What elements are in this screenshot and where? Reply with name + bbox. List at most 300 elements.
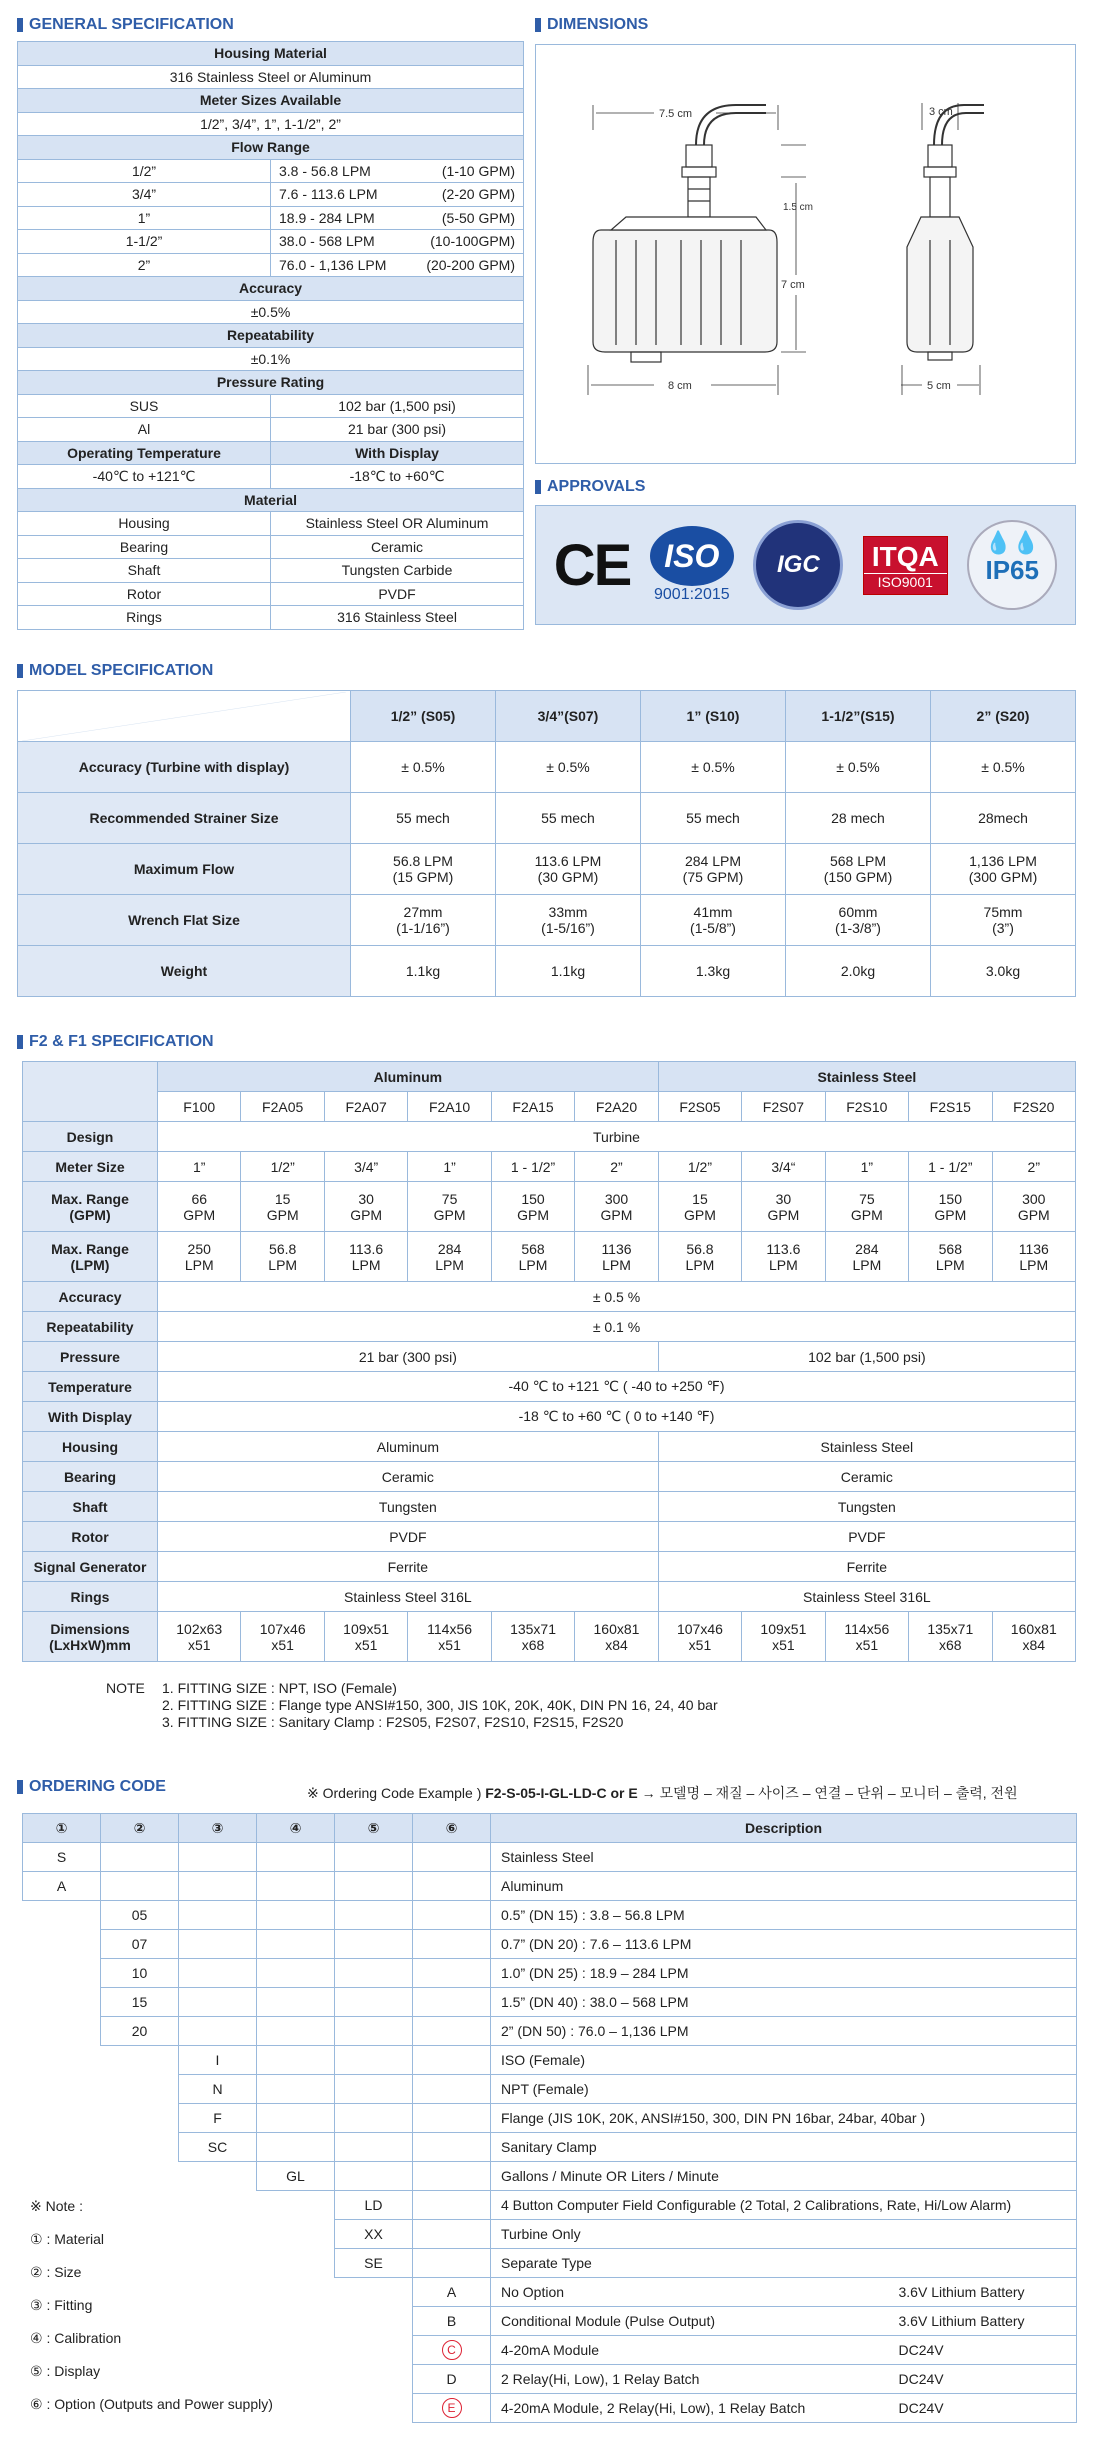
ordering-header-row bbox=[23, 1814, 1077, 1843]
model-cell bbox=[351, 895, 496, 946]
flow-size: 2” bbox=[18, 253, 271, 277]
ordering-code: B bbox=[413, 2307, 491, 2336]
note-label: NOTE bbox=[106, 1680, 145, 1696]
legend-title: ※ Note : bbox=[30, 2198, 83, 2214]
ordering-empty bbox=[257, 1872, 335, 1901]
material-part: Rotor bbox=[18, 582, 271, 606]
ordering-empty bbox=[179, 2162, 257, 2191]
dim-width-bottom: 8 cm bbox=[668, 380, 692, 392]
max-range-gpm-cell bbox=[408, 1182, 491, 1232]
with-display-value: -18 ℃ to +60 ℃ ( 0 to +140 ℉) bbox=[158, 1402, 1076, 1432]
flow-range-row bbox=[18, 183, 524, 207]
ordering-code-circled: E bbox=[442, 2398, 462, 2418]
model-cell bbox=[786, 742, 931, 793]
ordering-empty bbox=[179, 2307, 257, 2336]
ordering-empty bbox=[413, 2191, 491, 2220]
ordering-row bbox=[23, 1988, 1077, 2017]
max-range-lpm-cell bbox=[324, 1232, 407, 1282]
ordering-row bbox=[23, 1959, 1077, 1988]
ordering-empty bbox=[413, 1988, 491, 2017]
model-col-header: 1/2” (S05) bbox=[351, 691, 496, 742]
max-range-gpm-unit: GPM bbox=[433, 1206, 466, 1223]
meter-size-label: Meter Size bbox=[23, 1152, 158, 1182]
max-range-lpm-value: 568 bbox=[521, 1240, 545, 1257]
flow-values-wrap bbox=[275, 257, 519, 273]
ordering-code: 10 bbox=[101, 1959, 179, 1988]
ordering-empty bbox=[335, 1843, 413, 1872]
flow-range-row bbox=[18, 159, 524, 183]
model-cell bbox=[641, 742, 786, 793]
model-cell-value: 33mm bbox=[548, 904, 588, 920]
ordering-empty bbox=[335, 1959, 413, 1988]
ce-logo: CE bbox=[553, 532, 631, 598]
iso-globe-icon: ISO bbox=[650, 526, 734, 586]
f2-spec-table bbox=[22, 1061, 1076, 1662]
flow-values bbox=[271, 183, 524, 207]
model-cell-sub: (1-5/16”) bbox=[541, 920, 595, 936]
rotor-row bbox=[23, 1522, 1076, 1552]
model-col-header: 1” (S10) bbox=[641, 691, 786, 742]
f2-model-code: F2S05 bbox=[658, 1092, 741, 1122]
model-cell-value: 1.1kg bbox=[405, 963, 441, 979]
ordering-row bbox=[23, 2278, 1077, 2307]
max-range-lpm-value: 113.6 bbox=[766, 1240, 801, 1257]
ordering-desc: Aluminum bbox=[491, 1872, 1077, 1901]
legend-text: : Size bbox=[42, 2264, 82, 2280]
ordering-code-circled: C bbox=[442, 2340, 462, 2360]
max-range-gpm-cell bbox=[324, 1182, 407, 1232]
model-cell-value: 75mm bbox=[983, 904, 1023, 920]
max-range-gpm-label bbox=[23, 1182, 158, 1232]
ordering-code: S bbox=[23, 1843, 101, 1872]
material-part: Housing bbox=[18, 512, 271, 536]
flow-values-wrap bbox=[275, 163, 519, 179]
ordering-code: SC bbox=[179, 2133, 257, 2162]
max-range-gpm-value: 150 bbox=[938, 1190, 962, 1207]
max-range-gpm-label-line1: Max. Range bbox=[51, 1190, 129, 1207]
dim-height-body: 7 cm bbox=[781, 279, 805, 291]
ordering-empty bbox=[257, 2220, 335, 2249]
f2-model-code: F2A15 bbox=[491, 1092, 574, 1122]
op-temp-value: -40℃ to +121℃ bbox=[18, 465, 271, 489]
model-row-label: Weight bbox=[18, 946, 351, 997]
ordering-empty bbox=[179, 2365, 257, 2394]
material-row bbox=[18, 559, 524, 583]
flow-lpm: 18.9 - 284 LPM bbox=[279, 209, 375, 226]
ordering-code bbox=[413, 2336, 491, 2365]
ordering-empty bbox=[179, 1930, 257, 1959]
meter-dimension-diagram bbox=[536, 45, 1077, 465]
ordering-power: DC24V bbox=[889, 2365, 1077, 2394]
ordering-empty bbox=[257, 2075, 335, 2104]
with-display-value: -18℃ to +60℃ bbox=[271, 465, 524, 489]
ordering-desc: 4-20mA Module bbox=[491, 2336, 889, 2365]
ordering-empty bbox=[335, 1930, 413, 1959]
accuracy-header: Accuracy bbox=[18, 277, 524, 301]
model-cell bbox=[351, 742, 496, 793]
accuracy-label: Accuracy bbox=[23, 1282, 158, 1312]
ordering-empty bbox=[101, 2278, 179, 2307]
ordering-empty bbox=[23, 1930, 101, 1959]
signal-generator-label: Signal Generator bbox=[23, 1552, 158, 1582]
max-range-lpm-row bbox=[23, 1232, 1076, 1282]
model-row-label: Accuracy (Turbine with display) bbox=[18, 742, 351, 793]
ordering-power: 3.6V Lithium Battery bbox=[889, 2278, 1077, 2307]
ordering-empty bbox=[179, 2249, 257, 2278]
f2-group-aluminum: Aluminum bbox=[158, 1062, 659, 1092]
ordering-empty bbox=[179, 2278, 257, 2307]
meter-size-cell: 1/2” bbox=[658, 1152, 741, 1182]
dimensions-w: x51 bbox=[187, 1636, 211, 1653]
meter-sizes-value-row bbox=[18, 112, 524, 136]
model-cell-sub: (30 GPM) bbox=[537, 869, 599, 885]
flow-range-row bbox=[18, 206, 524, 230]
ordering-desc: 4 Button Computer Field Configurable (2 Total, 2 Calibrations, Rate, Hi/Low Alarm) bbox=[491, 2191, 1077, 2220]
dimensions-row bbox=[23, 1612, 1076, 1662]
ordering-empty bbox=[23, 1988, 101, 2017]
bearing-label: Bearing bbox=[23, 1462, 158, 1492]
max-range-lpm-unit: LPM bbox=[351, 1256, 381, 1273]
ip65-label: IP65 bbox=[985, 555, 1039, 585]
legend-text: : Option (Outputs and Power supply) bbox=[42, 2396, 273, 2412]
ordering-empty bbox=[101, 2075, 179, 2104]
model-cell bbox=[931, 742, 1076, 793]
max-range-gpm-cell bbox=[158, 1182, 241, 1232]
ordering-empty bbox=[101, 2220, 179, 2249]
flow-lpm: 3.8 - 56.8 LPM bbox=[279, 162, 371, 179]
legend-number: ⑥ bbox=[30, 2396, 43, 2412]
ordering-empty bbox=[413, 2220, 491, 2249]
model-row-label: Maximum Flow bbox=[18, 844, 351, 895]
ordering-empty bbox=[413, 1930, 491, 1959]
meter-sizes-value: 1/2”, 3/4”, 1”, 1-1/2”, 2” bbox=[18, 112, 524, 136]
flow-lpm: 7.6 - 113.6 LPM bbox=[279, 186, 378, 203]
model-spec-title: MODEL SPECIFICATION bbox=[17, 662, 213, 680]
model-cell bbox=[641, 844, 786, 895]
ordering-empty bbox=[23, 2046, 101, 2075]
max-range-lpm-cell bbox=[408, 1232, 491, 1282]
dimensions-cell bbox=[742, 1612, 825, 1662]
ordering-row bbox=[23, 1872, 1077, 1901]
ordering-empty bbox=[23, 2017, 101, 2046]
legend-item bbox=[30, 2396, 273, 2413]
material-value: 316 Stainless Steel bbox=[271, 606, 524, 630]
model-cell-value: 27mm bbox=[403, 904, 443, 920]
dimensions-cell bbox=[408, 1612, 491, 1662]
bearing-row bbox=[23, 1462, 1076, 1492]
model-cell bbox=[931, 793, 1076, 844]
model-row bbox=[18, 895, 1076, 946]
max-range-gpm-cell bbox=[742, 1182, 825, 1232]
ordering-empty bbox=[257, 1988, 335, 2017]
material-value: PVDF bbox=[271, 582, 524, 606]
flow-values bbox=[271, 230, 524, 254]
meter-size-cell: 1” bbox=[408, 1152, 491, 1182]
flow-values bbox=[271, 159, 524, 183]
itqa-label: ITQA bbox=[864, 537, 947, 573]
ordering-empty bbox=[335, 2394, 413, 2423]
f2-model-code: F2S20 bbox=[992, 1092, 1075, 1122]
model-cell-value: 28mech bbox=[978, 810, 1028, 826]
max-range-lpm-cell bbox=[909, 1232, 992, 1282]
f2-corner bbox=[23, 1062, 158, 1122]
model-cell bbox=[351, 844, 496, 895]
model-col-header: 1-1/2”(S15) bbox=[786, 691, 931, 742]
ordering-row bbox=[23, 1843, 1077, 1872]
material-row bbox=[18, 488, 524, 512]
model-row bbox=[18, 844, 1076, 895]
model-cell-value: ± 0.5% bbox=[691, 759, 735, 775]
model-cell-value: 56.8 LPM bbox=[393, 853, 453, 869]
legend-item bbox=[30, 2297, 92, 2314]
dimensions-cell bbox=[158, 1612, 241, 1662]
max-range-lpm-unit: LPM bbox=[1019, 1256, 1049, 1273]
ordering-col-header: ② bbox=[101, 1814, 179, 1843]
temperature-label: Temperature bbox=[23, 1372, 158, 1402]
ordering-empty bbox=[335, 1988, 413, 2017]
dimensions-cell bbox=[491, 1612, 574, 1662]
iso-logo bbox=[650, 526, 734, 604]
ordering-code: D bbox=[413, 2365, 491, 2394]
ordering-code bbox=[413, 2394, 491, 2423]
diagonal-line-icon bbox=[22, 692, 346, 741]
meter-size-row bbox=[23, 1152, 1076, 1182]
ordering-empty bbox=[413, 2075, 491, 2104]
ordering-empty bbox=[179, 2336, 257, 2365]
dimensions-lxh: 160x81 bbox=[593, 1620, 640, 1637]
ordering-empty bbox=[101, 2365, 179, 2394]
max-range-gpm-value: 300 bbox=[604, 1190, 629, 1207]
flow-size: 3/4” bbox=[18, 183, 271, 207]
pressure-row bbox=[18, 394, 524, 418]
temperature-value-row bbox=[18, 465, 524, 489]
note-list bbox=[162, 1680, 718, 1731]
flow-values bbox=[271, 253, 524, 277]
ordering-power: DC24V bbox=[889, 2394, 1077, 2423]
rings-aluminum: Stainless Steel 316L bbox=[158, 1582, 659, 1612]
model-cell bbox=[786, 793, 931, 844]
accuracy-value-row bbox=[18, 300, 524, 324]
meter-size-cell: 3/4” bbox=[324, 1152, 407, 1182]
ordering-row bbox=[23, 2133, 1077, 2162]
model-cell-value: 568 LPM bbox=[829, 853, 887, 869]
ordering-desc: Stainless Steel bbox=[491, 1843, 1077, 1872]
ordering-row bbox=[23, 2075, 1077, 2104]
model-cell bbox=[496, 946, 641, 997]
model-cell bbox=[931, 946, 1076, 997]
ordering-empty bbox=[335, 2017, 413, 2046]
legend-text: : Material bbox=[42, 2231, 105, 2247]
rings-row bbox=[23, 1582, 1076, 1612]
flow-gpm: (20-200 GPM) bbox=[426, 256, 516, 273]
max-range-gpm-unit: GPM bbox=[684, 1206, 716, 1223]
ordering-code: A bbox=[413, 2278, 491, 2307]
note-item: 2. FITTING SIZE : Flange type ANSI#150, 300, JIS 10K, 20K, 40K, DIN PN 16, 24, 40 bar bbox=[162, 1697, 718, 1713]
model-cell-value: 1.1kg bbox=[550, 963, 586, 979]
flow-gpm: (1-10 GPM) bbox=[441, 162, 516, 179]
model-row-label: Wrench Flat Size bbox=[18, 895, 351, 946]
ordering-empty bbox=[335, 2162, 413, 2191]
legend-text: : Calibration bbox=[42, 2330, 122, 2346]
material-part: Rings bbox=[18, 606, 271, 630]
ordering-row bbox=[23, 2162, 1077, 2191]
meter-size-cell: 1 - 1/2” bbox=[909, 1152, 992, 1182]
max-range-lpm-unit: LPM bbox=[518, 1256, 548, 1273]
model-row bbox=[18, 946, 1076, 997]
flow-size: 1” bbox=[18, 206, 271, 230]
ordering-code: 05 bbox=[101, 1901, 179, 1930]
approvals-logos bbox=[535, 505, 1076, 625]
max-range-lpm-value: 113.6 bbox=[349, 1240, 384, 1257]
ordering-row bbox=[23, 1901, 1077, 1930]
max-range-lpm-label bbox=[23, 1232, 158, 1282]
ordering-empty bbox=[413, 1959, 491, 1988]
repeatability-value: ± 0.1 % bbox=[158, 1312, 1076, 1342]
max-range-lpm-unit: LPM bbox=[685, 1256, 715, 1273]
model-cell bbox=[931, 844, 1076, 895]
model-cell bbox=[641, 946, 786, 997]
dimensions-drawing bbox=[535, 44, 1076, 464]
ordering-row bbox=[23, 1930, 1077, 1959]
dimensions-cell bbox=[658, 1612, 741, 1662]
dimensions-cell bbox=[992, 1612, 1075, 1662]
material-row bbox=[18, 535, 524, 559]
section-marker-icon bbox=[535, 480, 541, 494]
max-range-lpm-label-line1: Max. Range bbox=[51, 1240, 129, 1257]
ordering-empty bbox=[413, 1843, 491, 1872]
ordering-col-header: ① bbox=[23, 1814, 101, 1843]
ordering-empty bbox=[413, 2104, 491, 2133]
material-row bbox=[18, 606, 524, 630]
signal-generator-row bbox=[23, 1552, 1076, 1582]
model-cell-value: ± 0.5% bbox=[401, 759, 445, 775]
pressure-rating-header: Pressure Rating bbox=[18, 371, 524, 395]
shaft-aluminum: Tungsten bbox=[158, 1492, 659, 1522]
dimensions-cell bbox=[825, 1612, 908, 1662]
flow-size: 1/2” bbox=[18, 159, 271, 183]
design-row bbox=[23, 1122, 1076, 1152]
repeatability-value-row bbox=[18, 347, 524, 371]
ordering-empty bbox=[335, 2307, 413, 2336]
ordering-power: 3.6V Lithium Battery bbox=[889, 2307, 1077, 2336]
model-cell-sub: (1-1/16”) bbox=[396, 920, 450, 936]
ordering-empty bbox=[257, 2017, 335, 2046]
ordering-table bbox=[22, 1813, 1077, 2423]
section-marker-icon bbox=[535, 18, 541, 32]
f2-group-row bbox=[23, 1062, 1076, 1092]
model-cell-sub: (1-3/8”) bbox=[835, 920, 881, 936]
ordering-empty bbox=[179, 1901, 257, 1930]
flow-values-wrap bbox=[275, 210, 519, 226]
shaft-stainless: Tungsten bbox=[658, 1492, 1075, 1522]
housing-material-value: 316 Stainless Steel or Aluminum bbox=[18, 65, 524, 89]
flow-range-header: Flow Range bbox=[18, 136, 524, 160]
ordering-empty bbox=[179, 2017, 257, 2046]
max-range-lpm-value: 250 bbox=[187, 1240, 211, 1257]
ordering-col-header: ③ bbox=[179, 1814, 257, 1843]
approvals-title: APPROVALS bbox=[535, 478, 645, 496]
housing-row bbox=[23, 1432, 1076, 1462]
op-temp-header: Operating Temperature bbox=[18, 441, 271, 465]
shaft-label: Shaft bbox=[23, 1492, 158, 1522]
f2-model-code: F2S10 bbox=[825, 1092, 908, 1122]
model-cell-value: 60mm bbox=[838, 904, 878, 920]
repeatability-label: Repeatability bbox=[23, 1312, 158, 1342]
max-range-gpm-unit: GPM bbox=[350, 1206, 383, 1223]
max-range-gpm-cell bbox=[491, 1182, 574, 1232]
ordering-empty bbox=[257, 2336, 335, 2365]
model-cell bbox=[786, 895, 931, 946]
max-range-gpm-cell bbox=[825, 1182, 908, 1232]
dimensions-w: x51 bbox=[772, 1636, 795, 1653]
max-range-lpm-cell bbox=[742, 1232, 825, 1282]
flow-values-wrap bbox=[275, 233, 519, 249]
pressure-label: Pressure bbox=[23, 1342, 158, 1372]
ordering-empty bbox=[257, 2249, 335, 2278]
ordering-empty bbox=[179, 1988, 257, 2017]
flow-gpm: (5-50 GPM) bbox=[441, 209, 516, 226]
ordering-empty bbox=[413, 1901, 491, 1930]
dimensions-cell bbox=[909, 1612, 992, 1662]
ordering-desc: Sanitary Clamp bbox=[491, 2133, 1077, 2162]
ordering-code: A bbox=[23, 1872, 101, 1901]
ordering-empty bbox=[23, 2104, 101, 2133]
model-col-header: 3/4”(S07) bbox=[496, 691, 641, 742]
rotor-label: Rotor bbox=[23, 1522, 158, 1552]
dimensions-lxh: 109x51 bbox=[760, 1620, 807, 1637]
max-range-gpm-unit: GPM bbox=[266, 1206, 299, 1223]
section-marker-icon bbox=[17, 1035, 23, 1049]
flow-values bbox=[271, 206, 524, 230]
ordering-code: I bbox=[179, 2046, 257, 2075]
dimensions-label-line2: (LxHxW)mm bbox=[49, 1636, 131, 1653]
max-range-gpm-value: 75 bbox=[441, 1190, 458, 1207]
housing-stainless: Stainless Steel bbox=[658, 1432, 1075, 1462]
model-cell-value: 2.0kg bbox=[840, 963, 876, 979]
flow-size: 1-1/2” bbox=[18, 230, 271, 254]
legend-text: : Fitting bbox=[42, 2297, 93, 2313]
igc-logo: IGC bbox=[753, 520, 843, 610]
ordering-code: 07 bbox=[101, 1930, 179, 1959]
ordering-row bbox=[23, 2191, 1077, 2220]
ordering-empty bbox=[335, 2075, 413, 2104]
max-range-gpm-unit: GPM bbox=[850, 1206, 883, 1223]
model-corner-cell bbox=[18, 691, 351, 742]
model-cell-sub: (75 GPM) bbox=[682, 869, 744, 885]
max-range-lpm-value: 568 bbox=[938, 1240, 962, 1257]
bearing-stainless: Ceramic bbox=[658, 1462, 1075, 1492]
ordering-empty bbox=[413, 2133, 491, 2162]
max-range-gpm-unit: GPM bbox=[934, 1206, 967, 1223]
meter-size-cell: 3/4“ bbox=[742, 1152, 825, 1182]
model-cell-sub: (300 GPM) bbox=[968, 869, 1038, 885]
ordering-empty bbox=[257, 2104, 335, 2133]
with-display-header: With Display bbox=[271, 441, 524, 465]
ordering-empty bbox=[413, 2017, 491, 2046]
ordering-code: 20 bbox=[101, 2017, 179, 2046]
legend-item bbox=[30, 2264, 81, 2281]
meter-sizes-row bbox=[18, 89, 524, 113]
ordering-desc: 0.7” (DN 20) : 7.6 – 113.6 LPM bbox=[491, 1930, 1077, 1959]
max-range-lpm-cell bbox=[158, 1232, 241, 1282]
flow-range-row bbox=[18, 253, 524, 277]
ordering-empty bbox=[23, 2162, 101, 2191]
model-cell-value: 1.3kg bbox=[695, 963, 731, 979]
ordering-desc: Flange (JIS 10K, 20K, ANSI#150, 300, DIN PN 16bar, 24bar, 40bar ) bbox=[491, 2104, 1077, 2133]
model-cell-sub: (1-5/8”) bbox=[690, 920, 736, 936]
signal-generator-aluminum: Ferrite bbox=[158, 1552, 659, 1582]
model-row bbox=[18, 793, 1076, 844]
